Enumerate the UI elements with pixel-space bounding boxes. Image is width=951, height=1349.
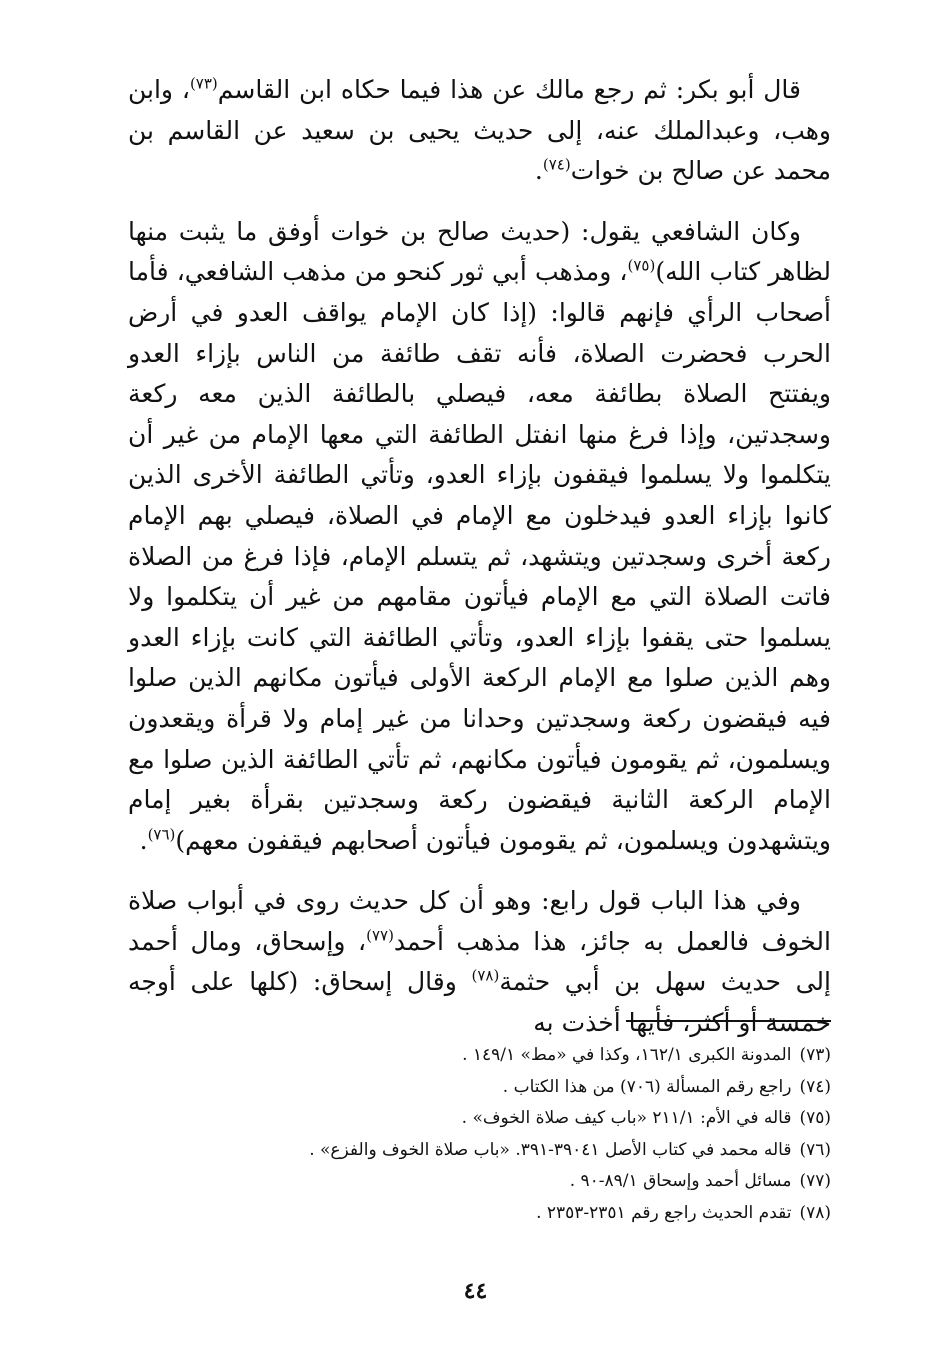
footnote-reference[interactable]: (٧٨) bbox=[471, 967, 500, 986]
footnote-76 bbox=[128, 1135, 831, 1167]
footnote-text: قاله محمد في كتاب الأصل ٣٩٠٤١-٣٩١. «باب صلاة الخوف والفزع» . bbox=[309, 1139, 792, 1160]
footnote-73 bbox=[128, 1040, 831, 1072]
paragraph-text: وكان الشافعي يقول: (حديث صالح بن خوات أوفق ما يثبت منها لظاهر كتاب الله) bbox=[128, 216, 831, 287]
paragraph-text: وفي هذا الباب قول رابع: وهو أن كل حديث روى في أبواب صلاة الخوف فالعمل به جائز، هذا مذهب أحمد bbox=[128, 886, 831, 956]
footnote-text: قاله في الأم: ٢١١/١ «باب كيف صلاة الخوف» . bbox=[461, 1108, 792, 1128]
footnote-separator bbox=[626, 1020, 831, 1022]
footnote-75 bbox=[128, 1103, 831, 1135]
footnote-text: المدونة الكبرى ١٦٢/١، وكذا في «مط» ١٤٩/١ . bbox=[462, 1045, 792, 1065]
footnote-77 bbox=[128, 1166, 831, 1198]
main-text bbox=[128, 70, 831, 1064]
footnote-text: مسائل أحمد وإسحاق ٨٩/١-٩٠ . bbox=[569, 1171, 792, 1191]
footnote-text: راجع رقم المسألة (٧٠٦) من هذا الكتاب . bbox=[502, 1076, 792, 1097]
page-number: ٤٤ bbox=[463, 1278, 488, 1304]
paragraph-2 bbox=[128, 212, 831, 862]
footnotes bbox=[128, 1040, 831, 1229]
footnote-reference[interactable]: (٧٧) bbox=[366, 926, 394, 945]
footnote-number: (٧٦) bbox=[799, 1139, 831, 1160]
paragraph-text: ، وإسحاق، ومال أحمد إلى حديث سهل بن أبي حثمة bbox=[128, 926, 831, 997]
footnote-74 bbox=[128, 1072, 831, 1104]
paragraph-1 bbox=[128, 70, 831, 192]
footnote-reference[interactable]: (٧٦) bbox=[147, 825, 176, 844]
footnote-78 bbox=[128, 1198, 831, 1230]
footnote-number: (٧٣) bbox=[799, 1045, 831, 1065]
footnote-number: (٧٨) bbox=[799, 1202, 831, 1223]
footnote-number: (٧٤) bbox=[799, 1076, 831, 1097]
paragraph-text: . bbox=[139, 825, 148, 855]
paragraph-text: قال أبو بكر: ثم رجع مالك عن هذا فيما حكاه ابن القاسم bbox=[217, 75, 801, 104]
footnote-reference[interactable]: (٧٤) bbox=[542, 155, 571, 174]
footnote-number: (٧٧) bbox=[799, 1171, 831, 1191]
footnote-reference[interactable]: (٧٣) bbox=[189, 74, 218, 93]
paragraph-text: . bbox=[534, 156, 543, 186]
footnote-number: (٧٥) bbox=[799, 1108, 831, 1128]
footnote-reference[interactable]: (٧٥) bbox=[627, 257, 656, 276]
footnote-text: تقدم الحديث راجع رقم ٢٣٥١-٢٣٥٣ . bbox=[536, 1202, 792, 1223]
paragraph-text: ، وابن وهب، وعبدالملك عنه، إلى حديث يحيى بن سعيد عن القاسم بن محمد عن صالح بن خوات bbox=[128, 75, 831, 186]
paragraph-text: ، ومذهب أبي ثور كنحو من مذهب الشافعي، فأما أصحاب الرأي فإنهم قالوا: (إذا كان الإمام يواقف العدو في أرض الحرب فحضرت الصلاة، فأنه تقف طائفة من الناس بإزاء العدو ويفتتح الصلاة بطائفة معه، فيصلي بالطائفة الذين معه ركعة وسجدتين، وإذا فرغ منها انفتل الطائفة التي معها الإمام من غير أن يتكلموا ولا يسلموا فيقفون بإزاء العدو، وتأتي الطائفة الأخرى الذين كانوا بإزاء العدو فيدخلون مع الإمام في الصلاة، فيصلي بهم الإمام ركعة أخرى وسجدتين ويتشهد، ثم يتسلم الإمام، فإذا فرغ من الصلاة فاتت الصلاة التي مع الإمام فيأتون مقامهم من غير أن يتكلموا ولا يسلموا حتى يقفوا بإزاء العدو، وتأتي الطائفة التي كانت بإزاء العدو وهم الذين صلوا مع الإمام الركعة الأولى فيأتون مكانهم الذين صلوا فيه فيقضون ركعة وسجدتين وحدانا من غير إمام ولا قرأة ويقعدون ويسلمون، ثم يقومون فيأتون مكانهم، ثم تأتي الطائفة الذين صلوا مع الإمام الركعة الثانية فيقضون ركعة وسجدتين بقرأة بغير إمام ويتشهدون ويسلمون، ثم يقومون فيأتون أصحابهم فيقفون معهم) bbox=[128, 257, 831, 855]
paragraph-text: وقال إسحاق: (كلها على أوجه خمسة أو أكثر، فأيها أخذت به bbox=[128, 967, 831, 1038]
